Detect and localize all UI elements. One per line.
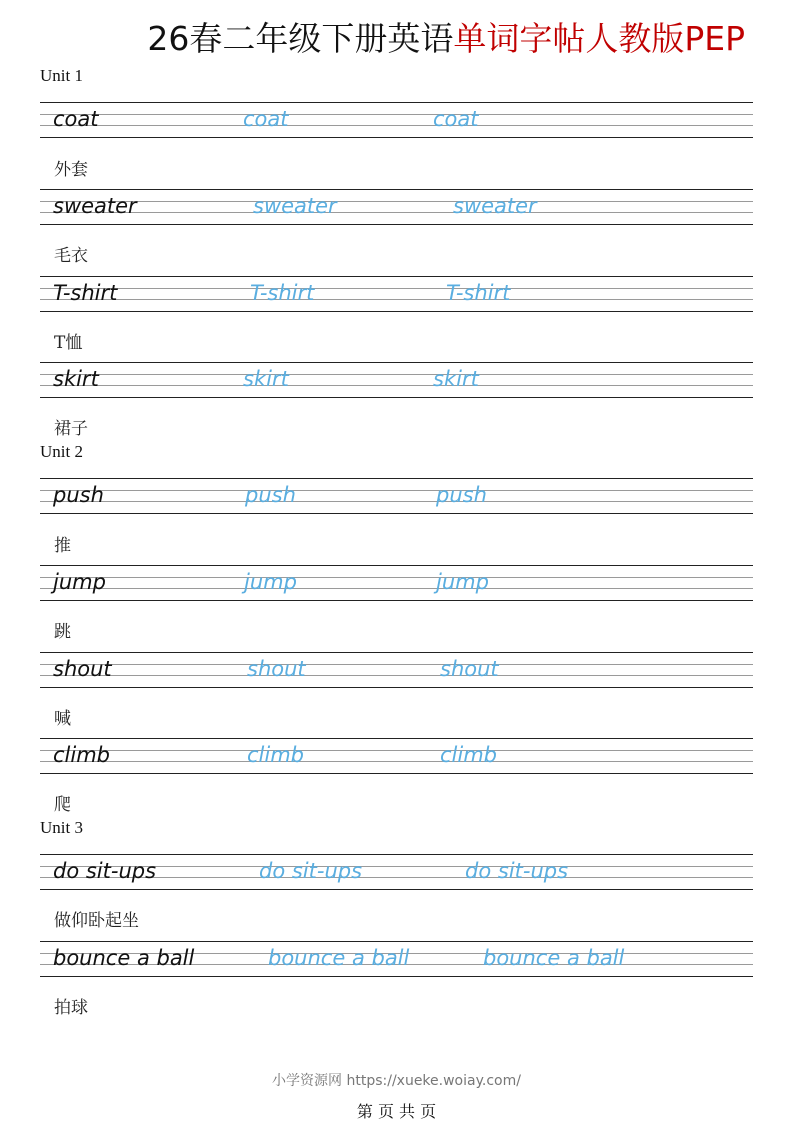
- word-meaning: 推: [54, 536, 71, 556]
- writing-row: [40, 478, 753, 515]
- trace-word: push: [245, 483, 296, 507]
- trace-word: coat: [243, 107, 289, 131]
- writing-row: [40, 362, 753, 399]
- trace-word: shout: [247, 657, 306, 681]
- writing-row: [40, 652, 753, 689]
- trace-word: skirt: [243, 367, 289, 391]
- writing-row: [40, 941, 753, 978]
- vocab-word: push: [53, 483, 104, 507]
- trace-word: climb: [440, 743, 498, 767]
- writing-row: [40, 854, 753, 891]
- vocab-word: coat: [53, 107, 99, 131]
- vocab-word: jump: [53, 570, 106, 594]
- trace-word: do sit-ups: [465, 859, 569, 883]
- writing-row: [40, 565, 753, 602]
- word-meaning: 毛衣: [54, 246, 88, 266]
- vocab-word: T-shirt: [53, 281, 118, 305]
- unit-label: Unit 2: [40, 442, 83, 461]
- trace-word: jump: [436, 570, 489, 594]
- footer-site-url: 小学资源网 https://xueke.woiay.com/: [272, 1073, 521, 1089]
- trace-word: T-shirt: [250, 281, 315, 305]
- unit-label: Unit 3: [40, 818, 83, 837]
- word-meaning: 外套: [54, 160, 88, 180]
- page-title: [0, 16, 793, 62]
- vocab-word: climb: [53, 743, 111, 767]
- vocab-word: bounce a ball: [53, 946, 195, 970]
- page-number: 第 页 共 页: [356, 1102, 437, 1121]
- trace-word: climb: [247, 743, 305, 767]
- trace-word: do sit-ups: [259, 859, 363, 883]
- vocab-word: sweater: [53, 194, 137, 218]
- trace-word: T-shirt: [446, 281, 511, 305]
- word-meaning: T恤: [54, 333, 83, 353]
- trace-word: sweater: [453, 194, 537, 218]
- trace-word: push: [436, 483, 487, 507]
- title-main: 26春二年级下册英语: [147, 19, 454, 58]
- trace-word: sweater: [253, 194, 337, 218]
- vocab-word: shout: [53, 657, 112, 681]
- trace-word: bounce a ball: [483, 946, 625, 970]
- word-meaning: 爬: [54, 795, 71, 815]
- unit-label: Unit 1: [40, 66, 83, 85]
- writing-row: [40, 102, 753, 139]
- trace-word: jump: [244, 570, 297, 594]
- writing-row: [40, 738, 753, 775]
- word-meaning: 拍球: [54, 998, 88, 1018]
- writing-row: [40, 189, 753, 226]
- vocab-word: skirt: [53, 367, 99, 391]
- title-highlight: 单词字帖人教版PEP: [453, 19, 745, 58]
- vocab-word: do sit-ups: [53, 859, 157, 883]
- writing-row: [40, 276, 753, 313]
- trace-word: shout: [440, 657, 499, 681]
- trace-word: skirt: [433, 367, 479, 391]
- word-meaning: 裙子: [54, 419, 88, 439]
- trace-word: bounce a ball: [268, 946, 410, 970]
- word-meaning: 做仰卧起坐: [54, 911, 139, 931]
- word-meaning: 跳: [54, 622, 71, 642]
- word-meaning: 喊: [54, 709, 71, 729]
- trace-word: coat: [433, 107, 479, 131]
